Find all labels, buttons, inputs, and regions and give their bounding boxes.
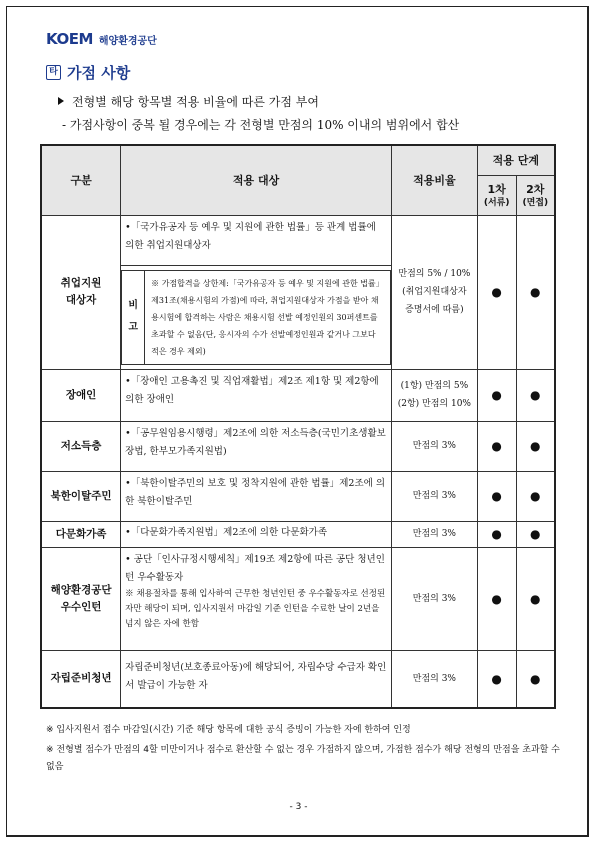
bullet-second: - 가점사항이 중복 될 경우에는 각 전형별 만점의 10% 이내의 범위에서 합산: [62, 118, 460, 132]
row-target: •「북한이탈주민의 보호 및 정착지원에 관한 법률」제2조에 의한 북한이탈주민: [121, 471, 392, 521]
row-target-cell: [121, 547, 392, 650]
logo: [46, 30, 157, 48]
header-stage2: [516, 175, 555, 215]
footnote-first: ※ 입사지원서 접수 마감일(시간) 기준 해당 항목에 대한 공식 증빙이 가능한 자에 한하여 인정: [46, 725, 411, 735]
stage1-sub: (서류): [483, 198, 510, 208]
note-text: ※ 가점합격을 상한제:「국가유공자 등 예우 및 지원에 관한 법률」제31조(채용시험의 가점)에 따라, 취업지원대상자 가점을 받아 채용시험에 합격하는 사람은 채용시험 선발 예정인원의 30퍼센트를 초과할 수 없음(단, 응시자의 수가 선발예정인원과 같거나 그보다 적은 경우 제외): [145, 270, 391, 364]
header-target: 적용 대상: [121, 145, 392, 215]
row-target: •「공무원임용시행령」제2조에 의한 저소득층(국민기초생활보장법, 한부모가족지원법): [121, 421, 392, 471]
row-stage2-dot: ●: [516, 521, 555, 547]
row-stage2-dot: ●: [516, 421, 555, 471]
row-category: 장애인: [41, 369, 121, 421]
header-rate: 적용비율: [392, 145, 478, 215]
row-category: 북한이탈주민: [41, 471, 121, 521]
row-note-cell: [121, 265, 392, 369]
row-category: 해양환경공단 우수인턴: [41, 547, 121, 650]
row-stage1-dot: ●: [477, 471, 516, 521]
section-title: 가점 사항: [67, 64, 131, 82]
row-category: 저소득층: [41, 421, 121, 471]
row-stage2-dot: ●: [516, 471, 555, 521]
bullet-first: [58, 93, 319, 110]
row-stage2-dot: ●: [516, 650, 555, 708]
row-target: 자립준비청년(보호종료아동)에 해당되어, 자립수당 수급자 확인서 발급이 가능한 자: [121, 650, 392, 708]
header-category: 구분: [41, 145, 121, 215]
row-stage2-dot: ●: [516, 215, 555, 369]
row-stage1-dot: ●: [477, 521, 516, 547]
row-target: •「장애인 고용촉진 및 직업재활법」제2조 제1항 및 제2항에 의한 장애인: [121, 369, 392, 421]
logo-mark: KOEM: [46, 30, 93, 48]
note-label: 비 고: [122, 270, 145, 364]
row-rate: 만점의 3%: [392, 471, 478, 521]
footnote-second: ※ 전형별 점수가 만점의 4할 미만이거나 점수로 환산할 수 없는 경우 가점하지 않으며, 가점한 점수가 해당 전형의 만점을 초과할 수 없음: [46, 745, 560, 772]
stage2-sub: (면접): [522, 198, 549, 208]
row-target: •「국가유공자 등 예우 및 지원에 관한 법률」등 관계 법률에 의한 취업지원대상자: [121, 215, 392, 265]
row-rate: 만점의 3%: [392, 650, 478, 708]
page-number: - 3 -: [289, 802, 308, 812]
row-category: 다문화가족: [41, 521, 121, 547]
logo-name: 해양환경공단: [98, 35, 157, 47]
header-stage1: [477, 175, 516, 215]
bonus-table: [40, 144, 556, 709]
row-category: 취업지원 대상자: [41, 215, 121, 369]
row-rate: 만점의 3%: [392, 421, 478, 471]
row-rate: 만점의 3%: [392, 521, 478, 547]
row-rate: (1항) 만점의 5% (2항) 만점의 10%: [392, 369, 478, 421]
stage2-label: 2차: [526, 183, 545, 196]
row-stage1-dot: ●: [477, 421, 516, 471]
stage1-label: 1차: [487, 183, 506, 196]
row-stage1-dot: ●: [477, 369, 516, 421]
row-stage2-dot: ●: [516, 547, 555, 650]
row-target: •「다문화가족지원법」제2조에 의한 다문화가족: [121, 521, 392, 547]
section-heading: [46, 62, 130, 83]
header-stage: 적용 단계: [477, 145, 555, 175]
row-target-note: ※ 채용절차를 통해 입사하여 근무한 청년인턴 중 우수활동자로 선정된 자만 해당이 되며, 입사지원서 마감일 기준 인턴을 수료한 날이 2년을 넘지 않은 자에 한함: [125, 588, 386, 629]
section-box-icon: 타: [46, 65, 61, 80]
row-stage1-dot: ●: [477, 215, 516, 369]
row-stage2-dot: ●: [516, 369, 555, 421]
row-target: • 공단「인사규정시행세칙」제19조 제2항에 따른 공단 청년인턴 우수활동자: [125, 553, 385, 583]
row-rate: 만점의 5% / 10% (취업지원대상자 증명서에 따름): [392, 215, 478, 369]
bullet-first-text: 전형별 해당 항목별 적용 비율에 따른 가점 부여: [72, 95, 319, 109]
row-category: 자립준비청년: [41, 650, 121, 708]
row-stage1-dot: ●: [477, 547, 516, 650]
row-rate: 만점의 3%: [392, 547, 478, 650]
triangle-bullet-icon: [58, 97, 64, 105]
row-stage1-dot: ●: [477, 650, 516, 708]
